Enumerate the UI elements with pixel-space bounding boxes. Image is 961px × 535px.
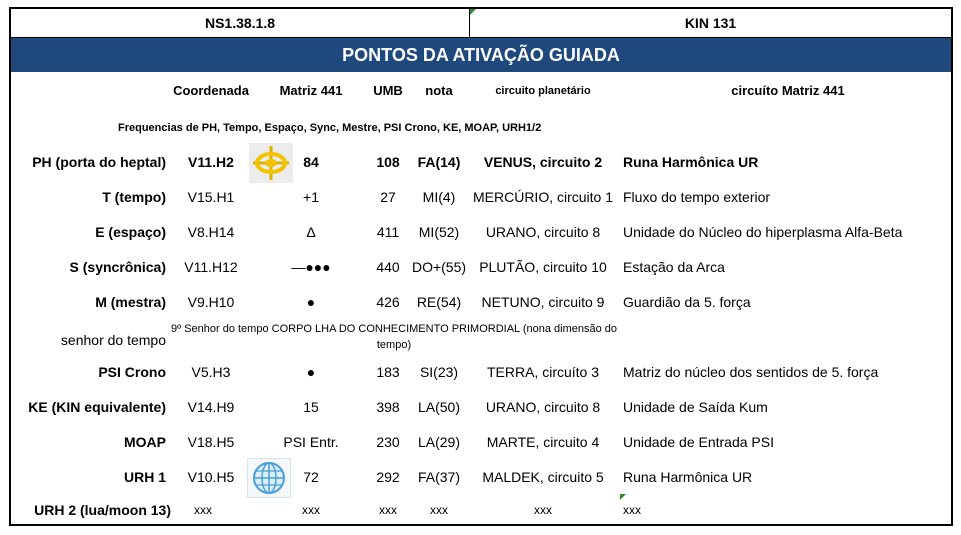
row-nota: DO+(55)	[411, 259, 467, 275]
col-circuito-matriz: circuíto Matriz 441	[731, 83, 845, 98]
row-umb: 230	[376, 434, 400, 450]
row-nota: MI(52)	[418, 224, 460, 240]
row-label: T (tempo)	[102, 189, 166, 205]
activation-sheet	[9, 7, 953, 526]
col-umb: UMB	[373, 83, 403, 98]
row-circuito-matriz: xxx	[623, 503, 641, 517]
row-nota: LA(50)	[417, 399, 461, 415]
row-circuito: xxx	[534, 503, 552, 517]
row-umb: 27	[380, 189, 396, 205]
row-label: PH (porta do heptal)	[32, 154, 166, 170]
row-coord: V10.H5	[187, 469, 235, 485]
row-label: URH 1	[123, 469, 166, 485]
row-circuito: NETUNO, circuito 9	[481, 294, 605, 310]
row-nota: RE(54)	[416, 294, 462, 310]
row-umb: 440	[376, 259, 400, 275]
table-row-e	[11, 215, 951, 250]
table-row-moap	[11, 425, 951, 460]
row-circuito: MALDEK, circuito 5	[482, 469, 604, 485]
frequencias-note: Frequencias de PH, Tempo, Espaço, Sync, Mestre, PSI Crono, KE, MOAP, URH1/2	[118, 122, 542, 134]
row-matriz: 84	[303, 154, 319, 170]
row-coord: V11.H12	[184, 259, 238, 275]
row-label: URH 2 (lua/moon 13)	[34, 502, 171, 518]
header-ns-code: NS1.38.1.8	[11, 9, 470, 37]
row-umb: 411	[376, 224, 400, 240]
row-umb: 183	[376, 364, 400, 380]
row-label: E (espaço)	[95, 224, 166, 240]
row-umb: 426	[376, 294, 400, 310]
row-coord: xxx	[194, 503, 212, 517]
comment-marker-icon	[470, 9, 476, 15]
table-row-urh1	[11, 460, 951, 495]
table-row-ph	[11, 145, 951, 180]
row-matriz: ●	[306, 294, 316, 310]
col-coordenada: Coordenada	[173, 83, 249, 98]
row-circuito: MARTE, circuito 4	[486, 434, 600, 450]
row-label: MOAP	[124, 434, 166, 450]
row-circuito: VENUS, circuito 2	[483, 154, 603, 170]
row-nota: FA(14)	[417, 154, 461, 170]
row-matriz: 72	[303, 469, 319, 485]
banner-title: PONTOS DA ATIVAÇÃO GUIADA	[11, 38, 951, 72]
row-coord: V14.H9	[187, 399, 235, 415]
row-coord: V9.H10	[187, 294, 235, 310]
row-label: S (syncrônica)	[69, 259, 166, 275]
row-circuito-matriz: Runa Harmônica UR	[623, 469, 753, 485]
row-circuito-matriz: Unidade do Núcleo do hiperplasma Alfa-Beta	[623, 224, 903, 240]
senhor-text: 9º Senhor do tempo CORPO LHA DO CONHECIMENTO PRIMORDIAL (nona dimensão do tempo)	[170, 323, 617, 351]
col-nota: nota	[425, 83, 453, 98]
row-circuito: PLUTÃO, circuito 10	[479, 259, 607, 275]
row-umb: 398	[376, 399, 400, 415]
row-matriz: ●	[306, 364, 316, 380]
row-label: PSI Crono	[98, 364, 166, 380]
row-label: M (mestra)	[95, 294, 166, 310]
row-nota: SI(23)	[419, 364, 459, 380]
header-row	[11, 9, 951, 38]
row-circuito: TERRA, circuíto 3	[486, 364, 600, 380]
row-nota: MI(4)	[422, 189, 456, 205]
row-umb: 292	[376, 469, 400, 485]
table-row-psi-crono	[11, 355, 951, 390]
row-coord: V15.H1	[187, 189, 235, 205]
row-circuito-matriz: Fluxo do tempo exterior	[623, 189, 771, 205]
row-matriz: 15	[303, 399, 319, 415]
row-umb: 108	[376, 154, 400, 170]
row-circuito-matriz: Unidade de Saída Kum	[623, 399, 768, 415]
table-row-s	[11, 250, 951, 285]
row-circuito: URANO, circuito 8	[485, 399, 601, 415]
row-matriz: +1	[303, 189, 319, 205]
senhor-label: senhor do tempo	[60, 332, 166, 348]
row-circuito: URANO, circuito 8	[485, 224, 601, 240]
row-matriz: xxx	[302, 503, 320, 517]
row-coord: V18.H5	[187, 434, 235, 450]
col-circuito-planetario: circuito planetário	[495, 85, 591, 97]
row-circuito: MERCÚRIO, circuito 1	[472, 189, 614, 205]
row-nota: xxx	[430, 503, 448, 517]
row-circuito-matriz: Guardião da 5. força	[623, 294, 751, 310]
row-circuito-matriz: Runa Harmônica UR	[623, 154, 759, 170]
header-kin: KIN 131	[684, 15, 737, 31]
row-coord: V5.H3	[191, 364, 231, 380]
table-row-ke	[11, 390, 951, 425]
row-circuito-matriz: Matriz do núcleo dos sentidos de 5. força	[623, 364, 879, 380]
row-coord: V11.H2	[188, 154, 234, 170]
row-label: KE (KIN equivalente)	[28, 399, 166, 415]
row-matriz: PSI Entr.	[283, 434, 339, 450]
row-circuito-matriz: Estação da Arca	[623, 259, 725, 275]
row-matriz: —●●●	[291, 259, 331, 275]
col-matriz: Matriz 441	[279, 83, 343, 98]
row-matriz: Δ	[306, 224, 316, 240]
table-row-t	[11, 180, 951, 215]
table-row-urh2	[11, 495, 951, 525]
table-row-m	[11, 285, 951, 320]
row-coord: V8.H14	[187, 224, 235, 240]
row-nota: FA(37)	[417, 469, 460, 485]
row-nota: LA(29)	[417, 434, 461, 450]
row-umb: xxx	[379, 503, 397, 517]
row-circuito-matriz: Unidade de Entrada PSI	[623, 434, 774, 450]
